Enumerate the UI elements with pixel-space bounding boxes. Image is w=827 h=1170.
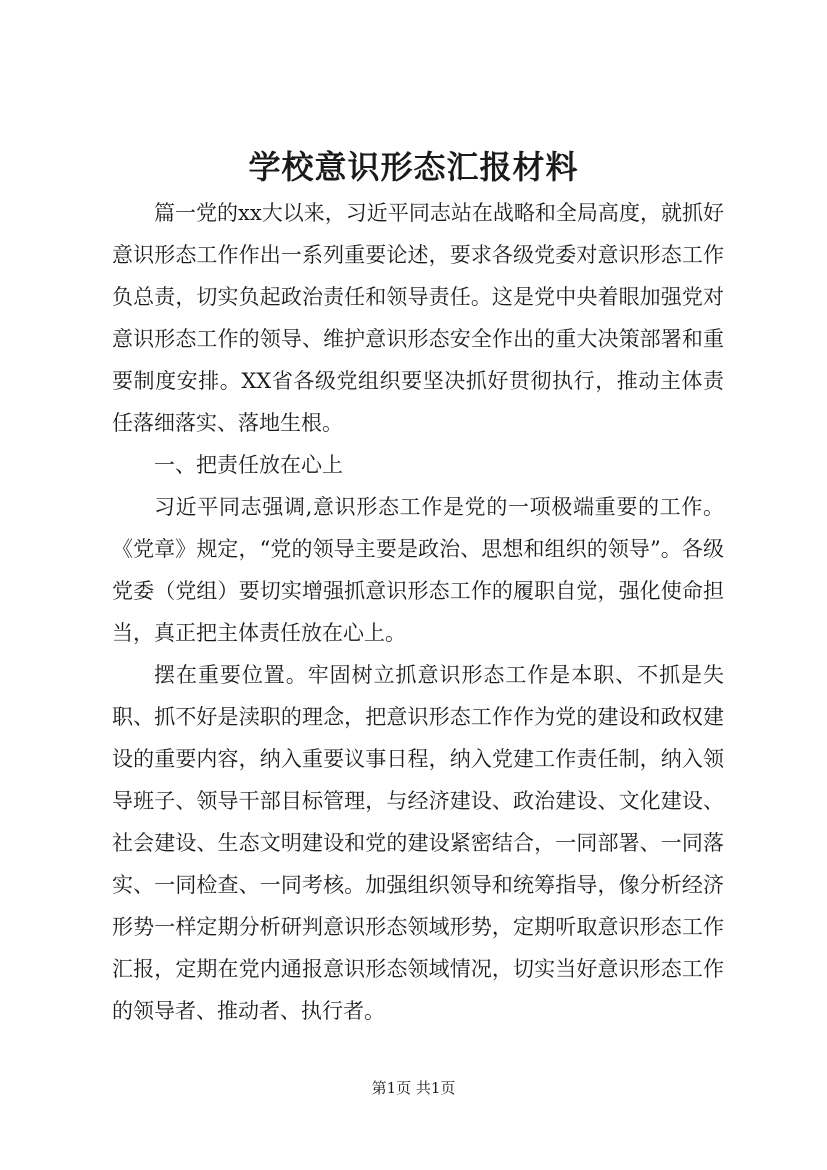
page-footer: 第1页 共1页: [371, 1079, 456, 1097]
paragraph-intro: 篇一党的xx大以来，习近平同志站在战略和全局高度，就抓好意识形态工作作出一系列重要论述，要求各级党委对意识形态工作负总责，切实负起政治责任和领导责任。这是党中央着眼加强党对意识形态工作的领导、维护意识形态安全作出的重大决策部署和重要制度安排。XX省各级党组织要坚决抓好贯彻执行，推动主体责任落细落实、落地生根。: [112, 201, 724, 435]
paragraph-priority: 摆在重要位置。牢固树立抓意识形态工作是本职、不抓是失职、抓不好是渎职的理念，把意识形态工作作为党的建设和政权建设的重要内容，纳入重要议事日程，纳入党建工作责任制，纳入领导班子、领导干部目标管理，与经济建设、政治建设、文化建设、社会建设、生态文明建设和党的建设紧密结合，一同部署、一同落实、一同检查、一同考核。加强组织领导和统筹指导，像分析经济形势一样定期分析研判意识形态领域形势，定期听取意识形态工作汇报，定期在党内通报意识形态领域情况，切实当好意识形态工作的领导者、推动者、执行者。: [112, 663, 724, 1023]
section-heading: 一、把责任放在心上: [154, 453, 343, 477]
document-body: [112, 192, 724, 1032]
paragraph-responsibility: 习近平同志强调,意识形态工作是党的一项极端重要的工作。《党章》规定，“党的领导主要是政治、思想和组织的领导”。各级党委（党组）要切实增强抓意识形态工作的履职自觉，强化使命担当，真正把主体责任放在心上。: [112, 495, 724, 645]
document-title: 学校意识形态汇报材料: [248, 148, 579, 186]
